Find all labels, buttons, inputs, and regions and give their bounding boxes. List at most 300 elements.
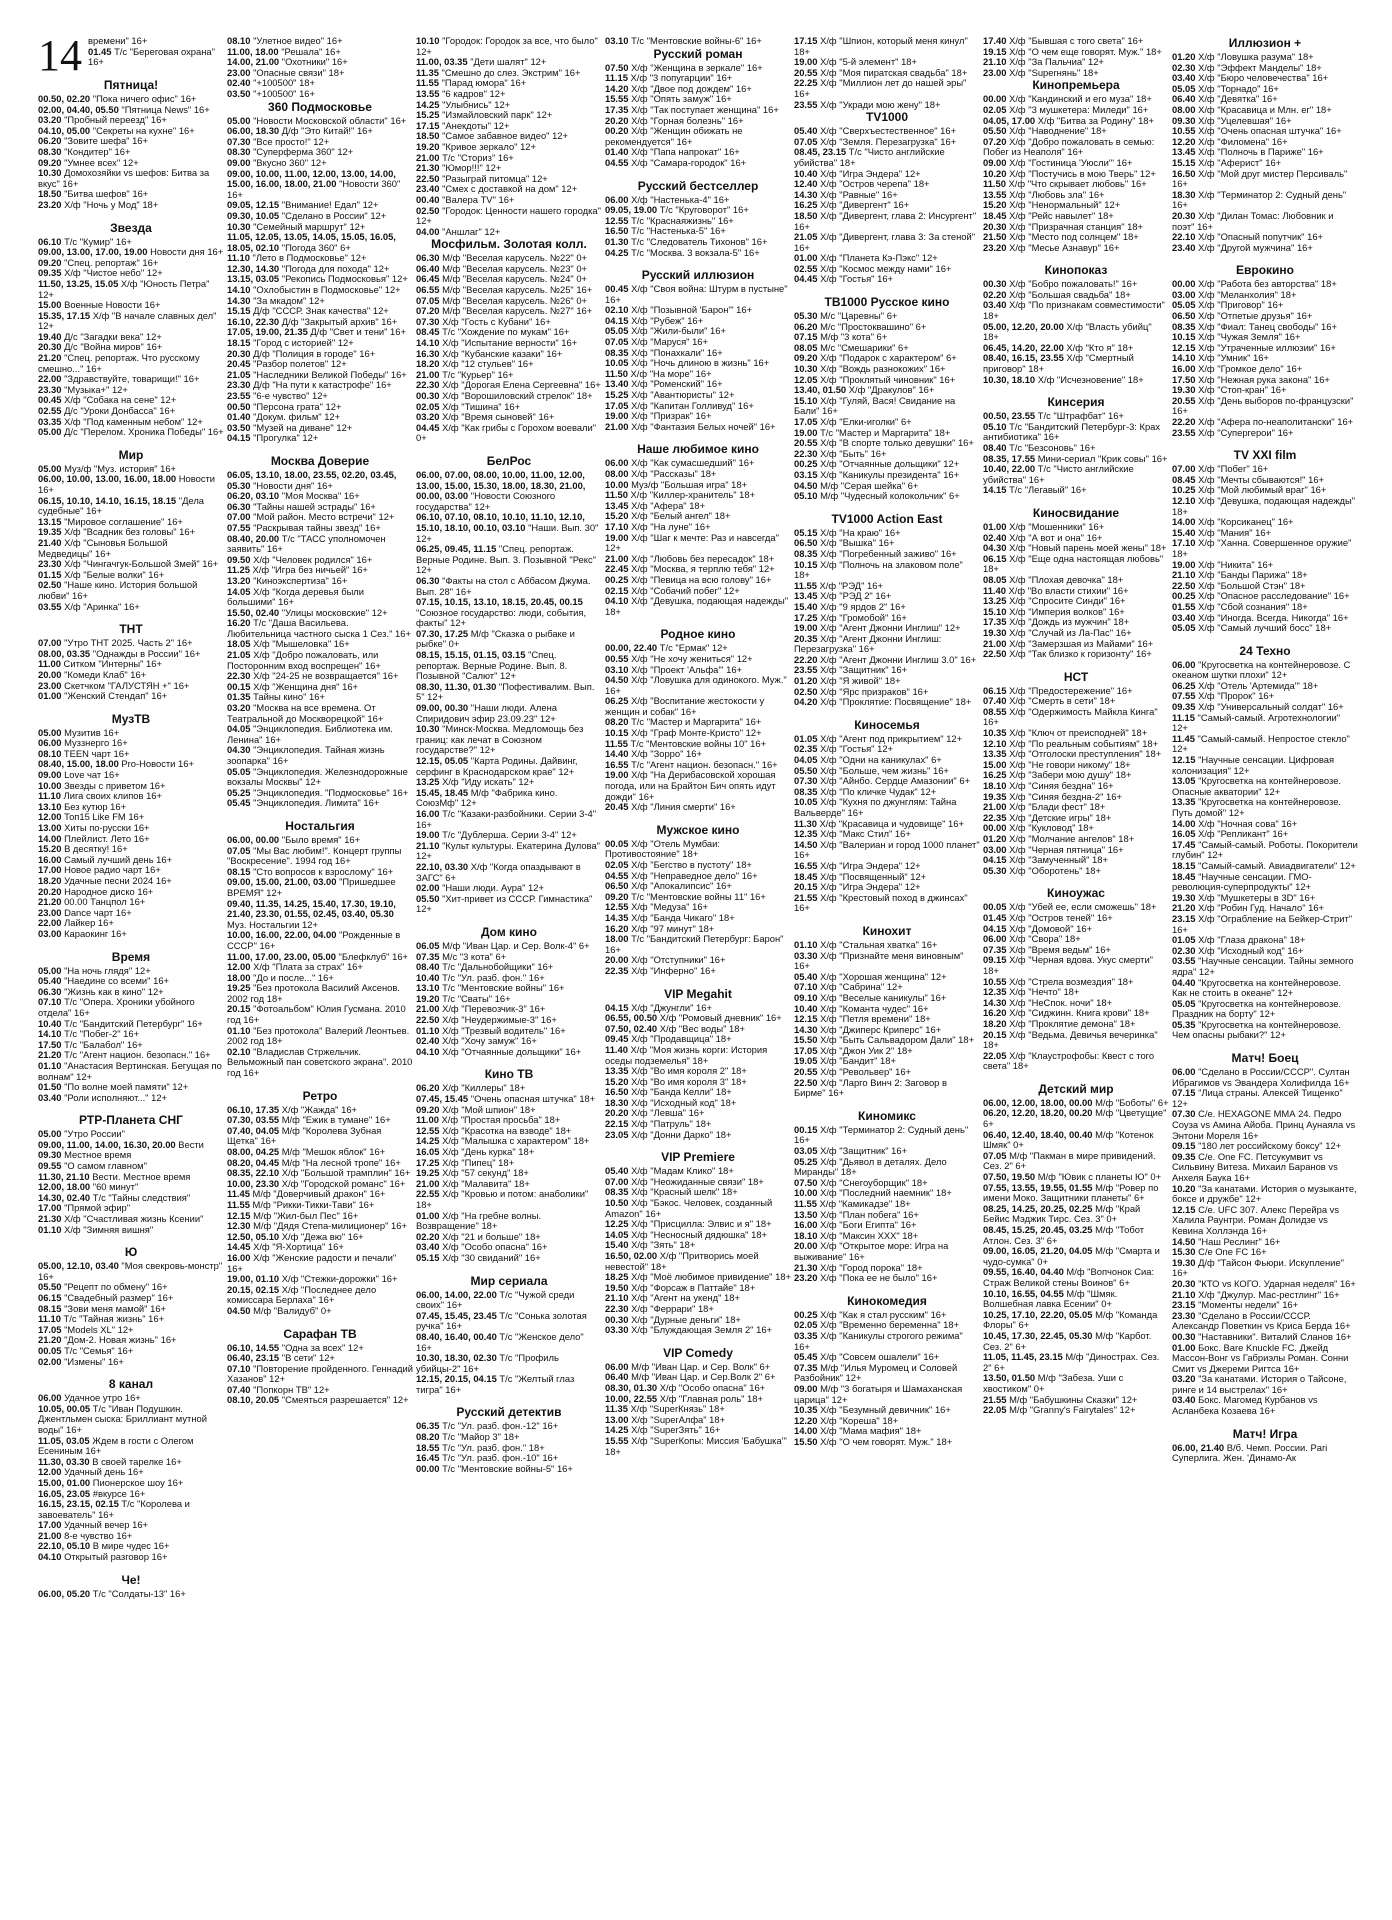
listing-title: М/ф "Смарта и чудо-сумка" 0+ [983,1245,1160,1267]
listing-line [416,1374,602,1395]
listing-time: 07.40 [227,1383,251,1395]
channel-heading: Кинохит [862,923,912,938]
listing-title: М/ф "Тобот Атлон. Сез. 3" 6+ [983,1224,1145,1246]
listing-title: Пионерское шоу 16+ [90,1476,184,1488]
listing-time: 06.50 [1172,310,1196,322]
listing-title: Х/ф "По признакам совместимости" 18+ [983,299,1165,322]
channel-heading: Киносемья [854,717,920,732]
listing-title: "Спец. репортаж" 16+ [61,256,159,268]
listing-line [227,703,413,724]
listing-title: "Свадебный размер" 16+ [61,1292,174,1303]
listing-time: 19.30 [983,626,1007,638]
listing-title: "Здравствуйте, товарищи!" 16+ [61,373,200,385]
listing-title: Х/ф "Замерзшая из Майами" 16+ [1006,637,1154,649]
listing-title: Х/ф "Репликант" 16+ [1195,828,1289,840]
listing-title: Х/ф "Гость с Кубани" 16+ [439,315,551,327]
listing-title: "Суперферма 360" 12+ [250,146,354,158]
listing-title: Х/ф "Девушка, подающая надежды" 18+ [605,595,789,617]
listing-time: 15.50 [794,1034,818,1046]
listing-title: Х/ф "Исходный код" 18+ [628,1096,737,1108]
listing-title: Х/ф "Подарок с характером" 6+ [817,352,957,364]
listing-title: Х/ф "А вот и она" 16+ [1006,531,1103,543]
listing-time: 22.35 [605,964,629,976]
listing-line [1172,538,1358,559]
listing-time: 23.55 [794,98,818,110]
listing-time: 13.50, 01.50 [983,1372,1036,1384]
listing-line [88,47,224,68]
listing-title: "Дела судебные" 16+ [38,494,205,517]
listing-title: "Семейный маршрут" 12+ [250,220,366,232]
listing-time: 12.15 [1172,754,1196,766]
listing-line [38,168,224,189]
listing-time: 01.20 [983,833,1007,844]
listing-line [38,1404,224,1436]
listing-line [794,893,980,914]
listing-title: "Сделано в России/СССР. Александр Поветкин vs Криса Берда 16+ [1172,1309,1351,1332]
listing-time: 15.45, 18.45 [416,786,469,798]
listing-time: 14.30 [227,294,251,306]
listing-time: 21.30 [416,162,440,174]
listing-time: 13.45 [794,590,818,602]
listing-time: 23.20 [983,241,1007,253]
listing-time: 20.30 [227,347,251,359]
listing-time: 00.45 [605,283,629,295]
listing-title: "Хит-привет из СССР. Гимнастика" 12+ [416,892,593,915]
listing-title: Х/ф "Не хочу жениться" 12+ [628,652,753,664]
listing-time: 00.30 [983,278,1007,290]
listing-time: 04.10 [38,1551,62,1563]
listing-title: "Энциклопедия. "Подмосковье" 16+ [250,786,409,798]
listing-time: 00.25 [1172,590,1196,602]
listing-time: 06.45 [416,273,440,285]
listing-line [983,1108,1169,1129]
listing-title: Х/ф "РЭД 2" 16+ [817,590,892,602]
listing-title: Х/ф "Бобро пожаловать!" 16+ [1006,278,1138,290]
listing-time: 12.20 [1172,135,1196,147]
listing-title: Х/ф "Воспитание жестокости у женщин и собак" 16+ [605,695,765,717]
listing-title: Хиты по-русски 16+ [61,822,150,834]
listing-time: 19.30 [1172,891,1196,903]
channel-heading: Киноужас [1047,886,1105,901]
listing-time: 17.00 [38,1519,62,1531]
listing-title: Местное время [61,1149,132,1161]
listing-time: 16.50, 02.00 [605,1250,658,1261]
listing-title: Х/ф "Большой Стэн" 18+ [1195,579,1306,591]
listing-time: 01.10 [38,1223,62,1235]
listing-time: 03.35 [794,1329,818,1341]
listing-title: М/ф "Веселая карусель. №22" 0+ [439,252,588,264]
listing-time: 10.40, 22.00 [983,463,1036,475]
listing-line [794,1384,980,1405]
listing-time: 13.40, 01.50 [794,384,847,396]
listing-time: 23.55 [794,664,818,676]
column-6 [983,36,1169,1900]
listing-time: 20.55 [1172,394,1196,406]
listing-title: "Наставники". Виталий Сланов 16+ [1195,1330,1352,1342]
listing-title: Х/ф "Защитник" 16+ [817,1145,908,1157]
listing-time: 21.00 [983,637,1007,649]
listing-title: Х/ф "Открытое море: Игра на выживание" 16+ [794,1240,949,1262]
listing-title: Х/ф "Отель 'Артемида'" 18+ [1195,679,1319,691]
listing-time: 08.00 [1172,103,1196,115]
listing-title: Х/ф "Счастливая жизнь Ксении" [61,1213,204,1225]
listing-line [416,1047,602,1058]
listing-line [416,894,602,915]
listing-line [794,147,980,168]
listing-line [227,1253,413,1274]
listing-title: Х/ф "Мышеловка" 16+ [250,638,350,650]
listing-title: "Решала" 16+ [278,45,341,57]
listing-title: Х/ф "3 мушкетера: Миледи" 16+ [1006,103,1149,115]
listing-title: М/ф "Серая шейка" 6+ [817,479,919,491]
listing-title: "Наше кино. История большой любви" 16+ [38,579,198,601]
listing-time: 15.55 [605,93,629,105]
listing-title: Х/ф "Терминатор 2: Судный день" 16+ [794,1123,969,1146]
listing-time: 07.05 [416,294,440,306]
listing-line [1172,1258,1358,1279]
listing-title: "Культ культуры. Екатерина Дулова" 12+ [416,839,600,862]
listing-time: 15.15 [227,305,251,317]
listing-title: Х/ф "Банда Чикаго" 18+ [628,911,735,923]
listing-time: 20.20 [605,1107,629,1119]
listing-title: Х/ф "Космос между нами" 16+ [817,262,952,274]
listing-title: Х/ф "Джулур. Мас-рестлинг" 16+ [1195,1288,1340,1300]
listing-time: 00.15 [227,680,251,692]
listing-time: 15.55 [605,1434,629,1446]
listing-time: 23.30 [1172,1309,1196,1321]
listing-time: 21.10 [1172,569,1196,581]
listing-line [1172,713,1358,734]
listing-title: Х/ф "Синяя бездна-2" 16+ [1006,790,1122,802]
listing-title: Т/с "Опера. Хроники убойного отдела" 16+ [38,996,195,1018]
listing-time: 06.00 [38,737,62,749]
listing-title: Т/с "Ментовские войны 10" 16+ [627,737,767,749]
listing-time: 21.05 [227,368,251,380]
listing-line [605,158,791,169]
listing-title: Х/ф "Стежки-дорожки" 16+ [279,1273,398,1285]
listing-title: Х/ф "Аферист" 16+ [1195,156,1282,168]
listing-title: Т/с "Балабол" 16+ [61,1038,143,1050]
listing-title: Х/ф "Шаг к мечте: Раз и навсегда" 12+ [605,531,779,554]
listing-line [983,1373,1169,1394]
listing-title: Т/с "Майор 3" 18+ [439,1431,520,1443]
listing-title: Х/ф "Медуза" 16+ [628,901,709,913]
listing-time: 14.20 [605,82,629,94]
listing-time: 01.50 [38,1081,62,1093]
listing-title: Х/ф "Убей ее, если сможешь" 18+ [1006,901,1157,913]
listing-line [416,227,602,238]
listing-time: 08.10 [38,747,62,759]
listing-title: "Попкорн ТВ" 12+ [250,1383,330,1395]
listing-time: 07.05 [794,135,818,147]
listing-line [1172,755,1358,776]
listing-time: 01.00 [416,1209,440,1221]
listing-line [416,1464,602,1475]
listing-time: 10.35 [794,1404,818,1416]
listing-time: 05.00 [38,1128,62,1140]
listing-title: Тайны кино" 16+ [250,691,325,703]
listing-time: 12.15 [794,1013,818,1025]
listing-title: Х/ф "Совсем ошалели" 16+ [817,1351,940,1363]
listing-line [605,802,791,813]
listing-time: 06.35 [416,1420,440,1432]
listing-line [227,1364,413,1385]
listing-line [38,474,224,495]
listing-title: "Пришедшее ВРЕМЯ" 12+ [227,876,396,898]
listing-title: Т/с "Желтый глаз тигра" 16+ [416,1373,575,1395]
listing-title: Х/ф "Своя война: Штурм в пустыне" 16+ [605,283,788,305]
listing-line [1172,1067,1358,1088]
listing-title: Т/с "Бандитский Петербург-3: Крах антибиотика" 16+ [983,420,1161,443]
listing-time: 04.10 [416,1045,440,1057]
listing-title: Т/с "Тайны следствия" [90,1191,191,1203]
listing-time: 10.00, 22.55 [605,1392,658,1404]
listing-title: Х/ф "На Дерибасовской хорошая погода, или на Брайтон Бич опять идут дожди" 16+ [605,769,776,802]
listing-title: С/е. One FC. Петсукумвит vs Сильвину Витеза. Михаил Баранов vs Анхеля Баука 16+ [1172,1150,1338,1183]
listing-time: 23.15 [1172,912,1196,924]
listing-line [227,650,413,671]
listing-time: 13.10 [416,982,440,994]
listing-time: 09.15 [983,954,1007,966]
listing-title: Х/ф "Отель Мумбаи: Противостояние" 18+ [605,837,720,860]
listing-title: М/ф "Дядя Степа-милиционер" 16+ [250,1220,407,1232]
listing-title: "До и после..." 16+ [250,971,334,983]
listing-title: "Юмор!!!" 12+ [439,162,502,174]
listing-title: Х/ф "Мечты сбываются!" 16+ [1195,473,1325,485]
listing-title: Х/ф "Миллион лет до нашей эры" 16+ [794,77,967,99]
listing-line [605,934,791,955]
channel-heading: Кинопоказ [1044,263,1108,278]
listing-title: Х/ф "Вождь разнокожих" 16+ [817,363,946,375]
listing-title: "Кругосветка на контейнеровозе. Путь домой" 12+ [1172,796,1342,818]
listing-title: Х/ф "Умник" 16+ [1195,352,1269,364]
listing-title: Х/ф "Красавица и Млн. ег" 18+ [1195,103,1332,115]
listing-title: Х/ф "Блуждающая Земля 2" 16+ [628,1324,773,1336]
listing-title: Х/ф "Проклятый чиновник" 16+ [817,373,956,385]
listing-time: 00.25 [794,458,818,470]
listing-time: 23.40 [1172,241,1196,253]
listing-time: 21.10 [1172,1288,1196,1300]
listing-title: Х/ф "Афера" 18+ [628,499,706,511]
channel-heading: Русский детектив [456,1405,562,1420]
listing-title: Х/ф "Торнадо" 16+ [1195,82,1279,94]
listing-title: Х/ф "Черная пятница" 16+ [1006,843,1124,855]
listing-title: Х/ф "Каникулы строгого режима" 16+ [794,1329,963,1352]
listing-time: 22.30 [227,670,251,682]
listing-line [983,1246,1169,1267]
listing-time: 20.20 [605,114,629,126]
listing-title: Х/ф "Кто я" 18+ [1063,341,1134,353]
listing-title: Х/ф "Город порока" 18+ [817,1261,923,1273]
listing-time: 16.05 [1172,828,1196,840]
listing-time: 05.00 [38,462,62,474]
listing-time: 04.45 [794,273,818,285]
listing-time: 01.05 [1172,934,1196,946]
listing-title: Т/с "Солдаты-13" 16+ [90,1587,186,1599]
listing-title: Х/ф "Постучись в мою Тверь" 12+ [1006,167,1156,179]
listing-title: "Раскрывая тайны звезд" 16+ [250,521,381,533]
listing-title: Х/ф "Призрак" 16+ [628,410,712,422]
listing-time: 11.30, 21.10 [38,1170,90,1182]
listing-time: 19.20 [416,140,440,152]
listing-title: "Кругосветка на контейнеровозе. С океаном шутки плохи" 12+ [1172,658,1351,681]
listing-line [227,618,413,639]
listing-title: М/ф "Цветущие" 6+ [983,1107,1167,1130]
listing-title: Х/ф "9 ярдов 2" 16+ [817,600,906,612]
listing-time: 17.05 [794,416,818,427]
listing-time: 04.55 [605,869,629,881]
listing-time: 07.45, 15.45, 23.45 [416,1309,497,1321]
listing-time: 17.05 [794,1044,818,1056]
listing-title: Х/ф "Как я стал русским" 16+ [817,1308,947,1320]
listing-time: 06.00, 14.00, 22.00 [416,1288,497,1300]
listing-title: Караокинг 16+ [61,927,127,939]
listing-time: 11.35 [605,1403,628,1415]
listing-line [38,311,224,332]
listing-title: Х/ф "Посвященный" 12+ [817,870,927,882]
listing-time: 04.40 [1172,976,1196,988]
listing-time: 15.20 [605,1075,629,1087]
listing-time: 21.05 [794,231,818,243]
listing-title: Х/ф "Наводнение" 18+ [1006,125,1107,137]
listing-time: 14.25 [416,98,440,110]
listing-time: 01.20 [1172,51,1196,62]
listing-time: 17.05 [605,399,629,411]
listing-title: "Городок: Городок за все, что было" 12+ [416,36,598,57]
listing-time: 06.30 [416,252,440,264]
listing-title: "Прямой эфир" [61,1202,131,1214]
listing-title: Открытый разговор 16+ [61,1551,168,1563]
listing-time: 15.00 [983,758,1007,770]
listing-title: Х/ф "Отчаянные дольщики" 16+ [439,1045,582,1057]
listing-title: Вести [175,1138,204,1150]
listing-title: "Разбор полетов" 12+ [250,358,347,370]
channel-heading: ТВ1000 Русское кино [824,295,950,310]
listing-time: 00.30 [605,1313,629,1325]
channel-heading: Русский иллюзион [641,268,755,283]
listing-title: "На ночь глядя" 12+ [61,964,151,976]
listing-time: 02.50 [794,685,818,697]
listing-title: Х/ф "Большой трамплин" 16+ [279,1167,411,1179]
listing-time: 12.00 [38,1466,62,1478]
listing-title: Х/ф "Двое под дождем" 16+ [628,82,752,94]
listing-title: Х/ф "Добро пожаловать, или Посторонним вход воспрещен" 16+ [227,649,381,671]
listing-title: "6 кадров" 12+ [439,87,506,99]
listing-title: "Жизнь как в кино" 12+ [61,985,164,997]
listing-time: 17.10 [1172,537,1196,549]
listing-title: Х/ф "Красный шелк" 18+ [628,1186,738,1198]
listing-time: 21.30 [794,1261,818,1273]
listing-time: 21.20 [38,1049,62,1061]
listing-title: "Смех с доставкой на дом" 12+ [439,183,578,195]
listing-time: 13.15 [38,515,62,527]
listing-time: 16.25 [983,769,1007,781]
listing-title: "Улыбнись" 12+ [439,98,511,110]
listing-time: 07.50 [794,1176,818,1188]
listing-time: 22.15 [605,1118,629,1130]
listing-time: 05.40 [605,1165,629,1177]
listing-time: 12.55 [416,1124,440,1136]
listing-time: 05.25 [794,1155,818,1167]
listing-time: 06.00 [1172,1066,1196,1078]
listing-time: 04.45 [416,421,440,433]
listing-time: 05.50 [983,125,1007,137]
listing-title: "Факты на стол с Аббасом Джума. Вып. 28" 16+ [416,574,591,597]
listing-title: Х/ф "Крестовый поход в джинсах" 16+ [794,891,968,914]
listing-time: 09.20 [794,352,818,364]
listing-time: 19.15 [983,45,1007,57]
listing-time: 14.25 [605,1424,629,1436]
listing-title: "Все просто!" 12+ [250,135,330,147]
listing-title: Плейлист. Лето 16+ [61,832,150,844]
listing-time: 02.10 [227,1045,251,1057]
listing-line [605,533,791,554]
listing-time: 14.00, 21.00 [227,56,280,68]
listing-time: 07.40, 04.05 [227,1124,280,1136]
listing-line [794,797,980,818]
column-2 [227,36,413,1900]
listing-time: 20.30 [983,220,1007,232]
listing-time: 10.50 [605,1197,629,1209]
column-lead [88,36,224,72]
listing-time: 08.25, 14.25, 20.25, 02.25 [983,1202,1093,1214]
listing-title: Х/ф "Защитник" 16+ [817,664,908,676]
listing-title: М/ф "Ровер по имени Моко. Защитники планеты" 6+ [983,1181,1159,1204]
listing-title: М/ф "Бабушкины Сказки" 12+ [1006,1393,1138,1405]
listing-time: 06.10 [38,235,62,247]
listing-time: 22.05 [983,1404,1007,1416]
listing-title: Х/ф "Стальная хватка" 16+ [817,938,938,950]
listing-time: 05.50 [38,1281,62,1293]
listing-title: М/ф "Динострах. Сез. 2" 6+ [983,1351,1160,1373]
listing-title: Х/ф "Опасное расследование" 16+ [1195,590,1350,602]
listing-time: 21.00 [416,1003,440,1015]
listing-line [983,1183,1169,1204]
listing-time: 18.10 [983,780,1007,792]
listing-title: Звезды с приветом 16+ [61,779,166,791]
listing-title: Х/ф "Иду искать" 12+ [439,776,535,788]
listing-title: "За канатами. История о Тайсоне, ринге и 14 выстрелах" 16+ [1172,1373,1347,1395]
listing-time: 18.25 [605,1271,629,1283]
listing-time: 02.00 [38,1355,62,1367]
listing-line [1172,956,1358,977]
listing-title: Удачные песни 2024 16+ [61,875,172,886]
listing-line [605,839,791,860]
listing-time: 03.40 [983,299,1007,311]
listing-time: 07.50 [605,61,629,73]
listing-title: Х/ф "Левша" 16+ [628,1107,705,1119]
listing-time: 22.50 [416,1014,440,1026]
column-body [1172,36,1358,1464]
listing-title: Ситком "Интерны" 16+ [60,658,162,670]
listing-time: 21.00 [983,801,1007,813]
listing-time: 08.35 [794,785,818,797]
listing-time: 05.30 [794,310,818,322]
listing-time: 15.35, 17.15 [38,309,91,321]
listing-time: 05.40 [794,970,818,982]
listing-title: Х/ф "Блади фест" 18+ [1006,801,1106,813]
listing-time: 14.00 [1172,817,1196,829]
listing-time: 22.45 [605,563,629,575]
listing-title: Новости 16+ [38,473,216,495]
listing-time: 06.05 [416,939,440,951]
channel-heading: Че! [121,1572,141,1587]
listing-time: 12.00, 18.00 [38,1181,91,1193]
listing-title: Х/ф "Укради мою жену" 18+ [817,98,941,110]
listing-title: Т/с "Мастер и Маргарита" 18+ [817,426,951,438]
listing-line [1172,776,1358,797]
listing-title: Х/ф "Ловушка разума" 18+ [1195,51,1314,62]
